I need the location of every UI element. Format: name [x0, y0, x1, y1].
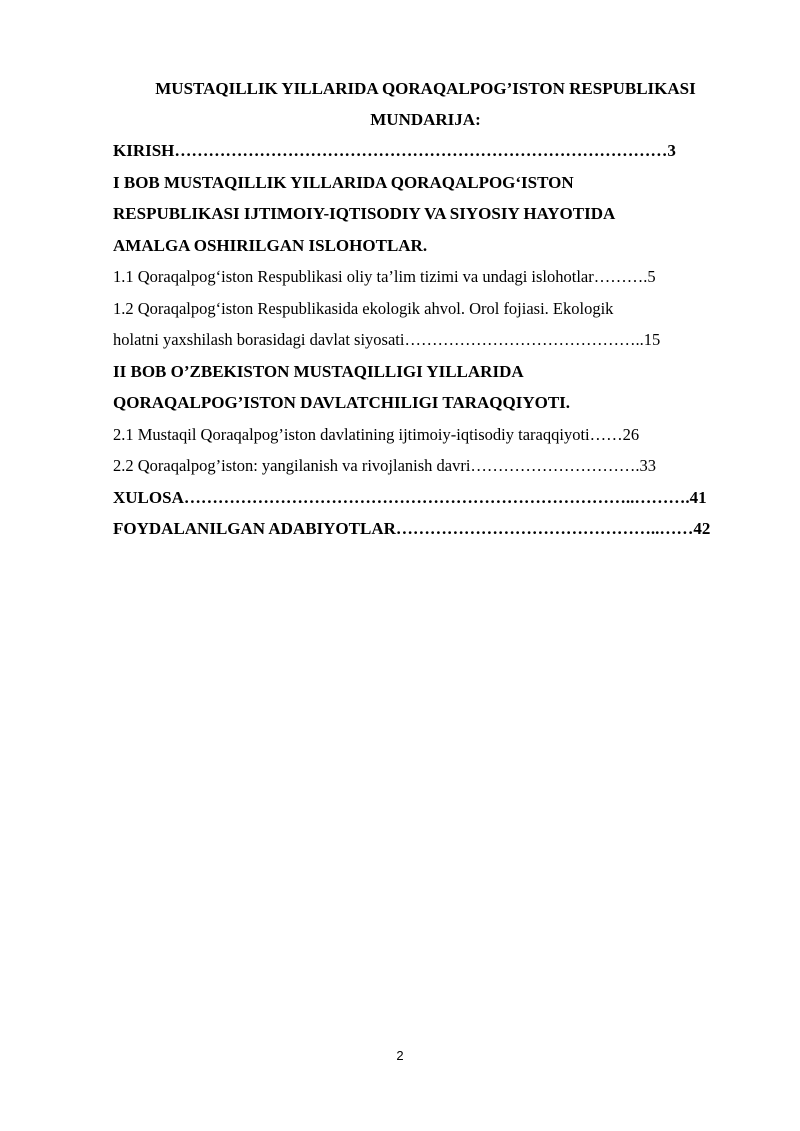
page-number: 2 [396, 1048, 404, 1063]
toc-section-1-1: 1.1 Qoraqalpog‘iston Respublikasi oliy ta’lim tizimi va undagi islohotlar……….5 [113, 267, 656, 286]
toc-chapter-1-line-1: I BOB MUSTAQILLIK YILLARIDA QORAQALPOG‘ISTON [113, 172, 574, 192]
toc-entry-kirish: KIRISH……………………………………………………………………………3 [113, 141, 676, 160]
contents-heading: MUNDARIJA: [370, 110, 481, 129]
toc-section-1-2-line-1: 1.2 Qoraqalpog‘iston Respublikasida ekologik ahvol. Orol fojiasi. Ekologik [113, 298, 614, 318]
toc-section-2-1: 2.1 Mustaqil Qoraqalpog’iston davlatining ijtimoiy-iqtisodiy taraqqiyoti……26 [113, 424, 640, 444]
toc-entry-adabiyotlar: FOYDALANILGAN ADABIYOTLAR………………………………………..……42 [113, 519, 711, 538]
document-title: MUSTAQILLIK YILLARIDA QORAQALPOG’ISTON RESPUBLIKASI [155, 79, 696, 98]
table-of-contents [113, 73, 738, 545]
toc-chapter-2-line-2: QORAQALPOG’ISTON DAVLATCHILIGI TARAQQIYOTI. [113, 393, 571, 412]
toc-entry-xulosa: XULOSA……………………………………………………………………..……….41 [113, 487, 707, 507]
toc-section-2-2: 2.2 Qoraqalpog’iston: yangilanish va rivojlanish davri………………………….33 [113, 456, 657, 475]
toc-section-1-2-line-2: holatni yaxshilash borasidagi davlat siyosati……………………………………..15 [113, 330, 661, 349]
toc-chapter-1-line-2: RESPUBLIKASI IJTIMOIY-IQTISODIY VA SIYOSIY HAYOTIDA [113, 204, 616, 223]
toc-chapter-1-line-3: AMALGA OSHIRILGAN ISLOHOTLAR. [113, 235, 428, 255]
toc-chapter-2-line-1: II BOB O’ZBEKISTON MUSTAQILLIGI YILLARIDA [113, 361, 524, 381]
